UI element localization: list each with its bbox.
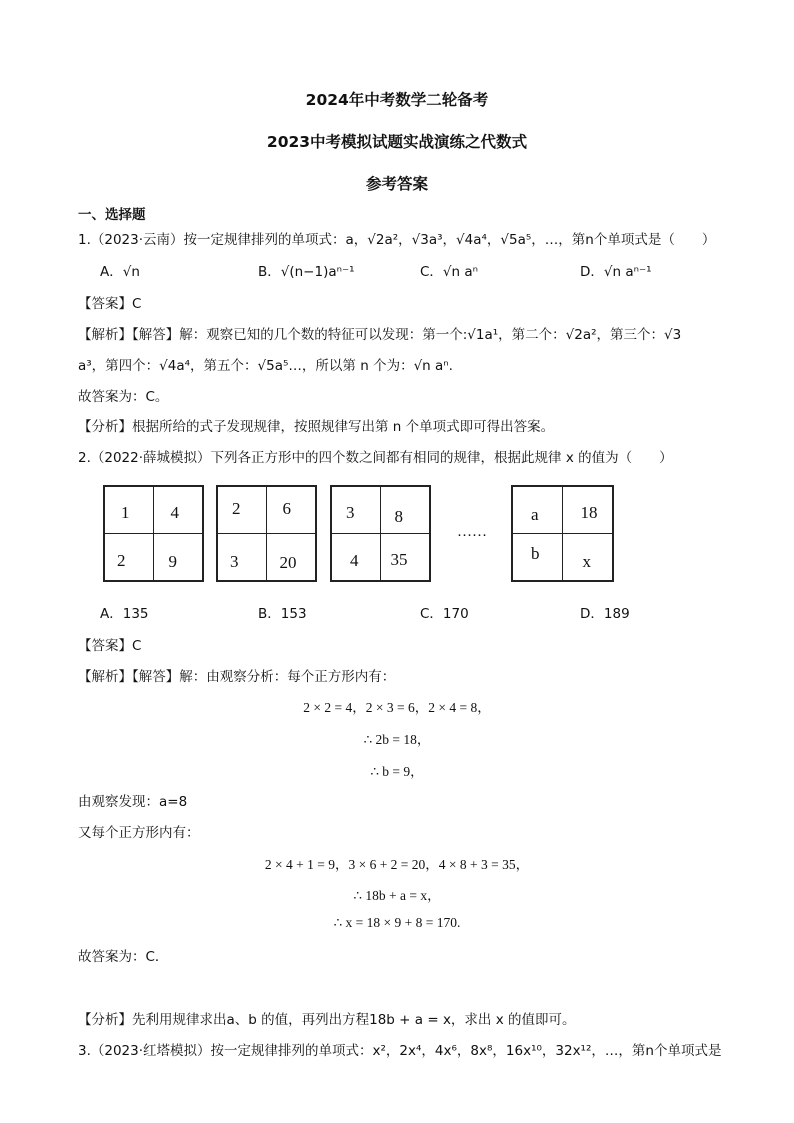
q1-stem: 1.（2023·云南）按一定规律排列的单项式：a，√2a²，√3a³，√4a⁴，√5a⁵，…，第n个单项式是（ ） [78, 232, 716, 248]
ellipsis: …… [457, 524, 487, 540]
q1-option-b: B．√(n−1)aⁿ⁻¹ [258, 264, 355, 280]
q2-option-d: D．189 [580, 606, 630, 622]
number-square-2 [216, 485, 317, 582]
q1-fenxi: 【分析】根据所给的式子发现规律，按照规律写出第 n 个单项式即可得出答案。 [78, 419, 555, 435]
square-2-bottom-right: 20 [279, 552, 297, 572]
number-square-3 [330, 485, 431, 582]
q2-observation: 由观察发现：a=8 [78, 794, 188, 810]
q3-stem: 3.（2023·红塔模拟）按一定规律排列的单项式：x²，2x⁴，4x⁶，8x⁸，16x¹⁰，32x¹²，…，第n个单项式是 [78, 1043, 722, 1059]
q2-conclusion: 故答案为：C． [78, 949, 169, 965]
q1-option-d: D．√n aⁿ⁻¹ [580, 264, 652, 280]
q2-option-b: B．153 [258, 606, 307, 622]
q1-option-a: A．√n [100, 264, 140, 280]
section-heading: 一、选择题 [78, 207, 146, 223]
square-3-top-left: 3 [346, 503, 355, 522]
doc-heading: 参考答案 [365, 175, 428, 193]
q2-equation-6: ∴ x = 18 × 9 + 8 = 170. [333, 915, 461, 930]
q2-analysis: 【解析】【解答】解：由观察分析：每个正方形内有： [78, 669, 396, 685]
q1-answer: 【答案】C [78, 296, 142, 312]
q2-equation-4: 2 × 4 + 1 = 9，3 × 6 + 2 = 20，4 × 8 + 3 = 35， [264, 857, 530, 872]
square-1-top-left: 1 [121, 503, 130, 522]
square-4-bottom-right: x [582, 551, 591, 571]
q2-again: 又每个正方形内有： [78, 825, 200, 841]
q2-answer: 【答案】C [78, 638, 142, 654]
square-2-bottom-left: 3 [230, 551, 239, 571]
doc-subtitle: 2023中考模拟试题实战演练之代数式 [266, 133, 528, 151]
q1-conclusion: 故答案为：C。 [78, 389, 169, 405]
q1-analysis-line1: 【解析】【解答】解：观察已知的几个数的特征可以发现：第一个:√1a¹，第二个：√2a²，第三个：√3 [78, 327, 682, 343]
square-1-top-right: 4 [170, 503, 179, 522]
square-4-top-left: a [531, 505, 539, 524]
square-4-bottom-left: b [531, 543, 540, 563]
q2-option-a: A．135 [100, 606, 149, 622]
square-2-top-left: 2 [232, 499, 241, 518]
square-2-top-right: 6 [282, 499, 291, 518]
square-1-bottom-left: 2 [117, 550, 126, 570]
number-square-4 [511, 485, 614, 582]
q2-equation-3: ∴ b = 9， [370, 764, 424, 779]
doc-title: 2024年中考数学二轮备考 [305, 91, 489, 109]
square-4-top-right: 18 [580, 503, 598, 522]
q2-equation-1: 2 × 2 = 4，2 × 3 = 6，2 × 4 = 8， [303, 700, 491, 715]
square-3-bottom-right: 35 [390, 549, 408, 569]
q1-analysis-line2: a³，第四个：√4a⁴，第五个：√5a⁵…，所以第 n 个为：√n aⁿ. [78, 358, 453, 374]
square-1-bottom-right: 9 [168, 551, 177, 571]
number-square-1 [103, 485, 204, 582]
q2-equation-5: ∴ 18b + a = x， [353, 888, 441, 903]
q2-stem: 2.（2022·薛城模拟）下列各正方形中的四个数之间都有相同的规律，根据此规律 x 的值为（ ） [78, 450, 673, 466]
q2-option-c: C．170 [420, 606, 469, 622]
q2-equation-2: ∴ 2b = 18， [363, 732, 431, 747]
q2-fenxi: 【分析】先利用规律求出a、b 的值，再列出方程18b + a = x，求出 x 的值即可。 [78, 1012, 576, 1028]
q1-option-c: C．√n aⁿ [420, 264, 479, 280]
square-3-bottom-left: 4 [350, 550, 359, 570]
square-3-top-right: 8 [394, 507, 403, 526]
